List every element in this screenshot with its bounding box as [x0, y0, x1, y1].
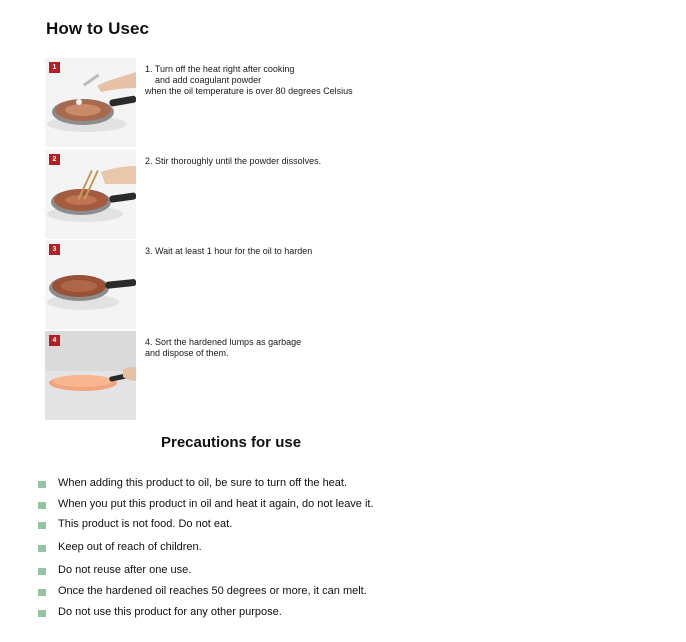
- page-title: How to Usec: [46, 19, 150, 38]
- step-2-text: 2. Stir thoroughly until the powder dissolves.: [145, 156, 322, 166]
- step-2-badge: 2: [49, 154, 60, 165]
- precaution-text: Do not reuse after one use.: [58, 564, 192, 576]
- bullet-square-icon: [38, 502, 46, 509]
- step-3-image: [45, 240, 136, 329]
- bullet-square-icon: [38, 589, 46, 596]
- step-4-badge: 4: [49, 335, 60, 346]
- step-1: [45, 58, 465, 148]
- precaution-text: When you put this product in oil and heat it again, do not leave it.: [58, 498, 374, 510]
- precaution-text: Do not use this product for any other purpose.: [58, 606, 282, 618]
- bullet-square-icon: [38, 568, 46, 575]
- step-1-image: [45, 58, 136, 147]
- step-2-image: [45, 150, 136, 239]
- step-1-text: 1. Turn off the heat right after cooking and add coagulant powder when the oil temperature is over 80 degrees Celsius: [145, 64, 353, 97]
- step-3-text: 3. Wait at least 1 hour for the oil to harden: [145, 246, 313, 256]
- bullet-square-icon: [38, 545, 46, 552]
- precaution-text: When adding this product to oil, be sure to turn off the heat.: [58, 477, 348, 489]
- precaution-text: Keep out of reach of children.: [58, 541, 202, 553]
- bullet-square-icon: [38, 522, 46, 529]
- step-4: [45, 331, 465, 421]
- precaution-text: This product is not food. Do not eat.: [58, 518, 233, 530]
- step-3: [45, 240, 465, 330]
- step-2: [45, 150, 465, 240]
- bullet-square-icon: [38, 610, 46, 617]
- precaution-text: Once the hardened oil reaches 50 degrees or more, it can melt.: [58, 585, 367, 597]
- step-4-image: [45, 331, 136, 420]
- bullet-square-icon: [38, 481, 46, 488]
- step-1-badge: 1: [49, 62, 60, 73]
- precautions-title: Precautions for use: [161, 434, 302, 451]
- step-4-text: 4. Sort the hardened lumps as garbage and dispose of them.: [145, 337, 302, 359]
- step-3-badge: 3: [49, 244, 60, 255]
